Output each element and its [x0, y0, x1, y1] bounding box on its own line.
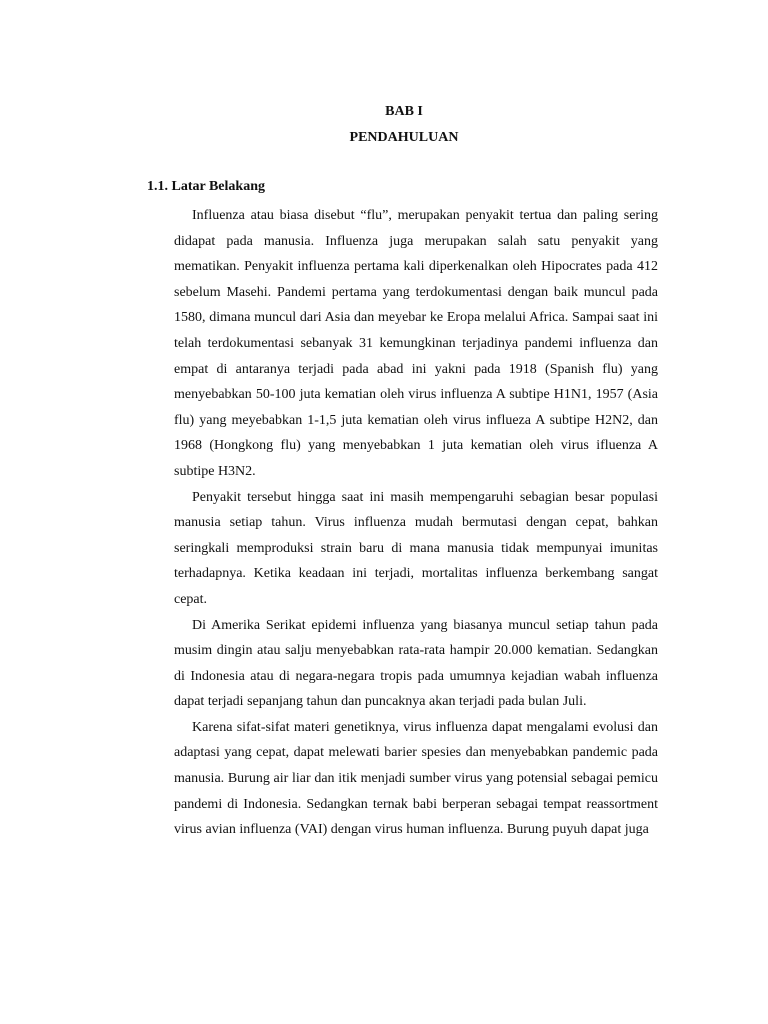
- paragraph: Di Amerika Serikat epidemi influenza yang biasanya muncul setiap tahun pada musim dingin atau salju menyebabkan rata-rata hampir 20.000 kematian. Sedangkan di Indonesia atau di negara-negara tropis pada umumnya kejadian wabah influenza dapat terjadi sepanjang tahun dan puncaknya akan terjadi pada bulan Juli.: [174, 617, 658, 710]
- body-text: [174, 203, 658, 843]
- chapter-number: BAB I: [385, 104, 423, 119]
- paragraph: Influenza atau biasa disebut “flu”, merupakan penyakit tertua dan paling sering didapat pada manusia. Influenza juga merupakan salah satu penyakit yang mematikan. Penyakit influenza pertama kali diperkenalkan oleh Hipocrates pada 412 sebelum Masehi. Pandemi pertama yang terdokumentasi dengan baik muncul pada 1580, dimana muncul dari Asia dan meyebar ke Eropa melalui Africa. Sampai saat ini telah terdokumentasi sebanyak 31 kemungkinan terjadinya pandemi influenza dan empat di antaranya terjadi pada abad ini yakni pada 1918 (Spanish flu) yang menyebabkan 50-100 juta kematian oleh virus influenza A subtipe H1N1, 1957 (Asia flu) yang meyebabkan 1-1,5 juta kematian oleh virus influeza A subtipe H2N2, dan 1968 (Hongkong flu) yang menyebabkan 1 juta kematian oleh virus ifluenza A subtipe H3N2.: [174, 208, 658, 479]
- chapter-title: PENDAHULUAN: [349, 130, 459, 145]
- section-heading: 1.1. Latar Belakang: [147, 179, 265, 194]
- paragraph: Karena sifat-sifat materi genetiknya, virus influenza dapat mengalami evolusi dan adaptasi yang cepat, dapat melewati barier spesies dan menyebabkan pandemic pada manusia. Burung air liar dan itik menjadi sumber virus yang potensial sebagai pemicu pandemi di Indonesia. Sedangkan ternak babi berperan sebagai tempat reassortment virus avian influenza (VAI) dengan virus human influenza. Burung puyuh dapat juga: [174, 719, 658, 838]
- paragraph: Penyakit tersebut hingga saat ini masih mempengaruhi sebagian besar populasi manusia setiap tahun. Virus influenza mudah bermutasi dengan cepat, bahkan seringkali memproduksi strain baru di mana manusia tidak mempunyai imunitas terhadapnya. Ketika keadaan ini terjadi, mortalitas influenza berkembang sangat cepat.: [174, 489, 658, 607]
